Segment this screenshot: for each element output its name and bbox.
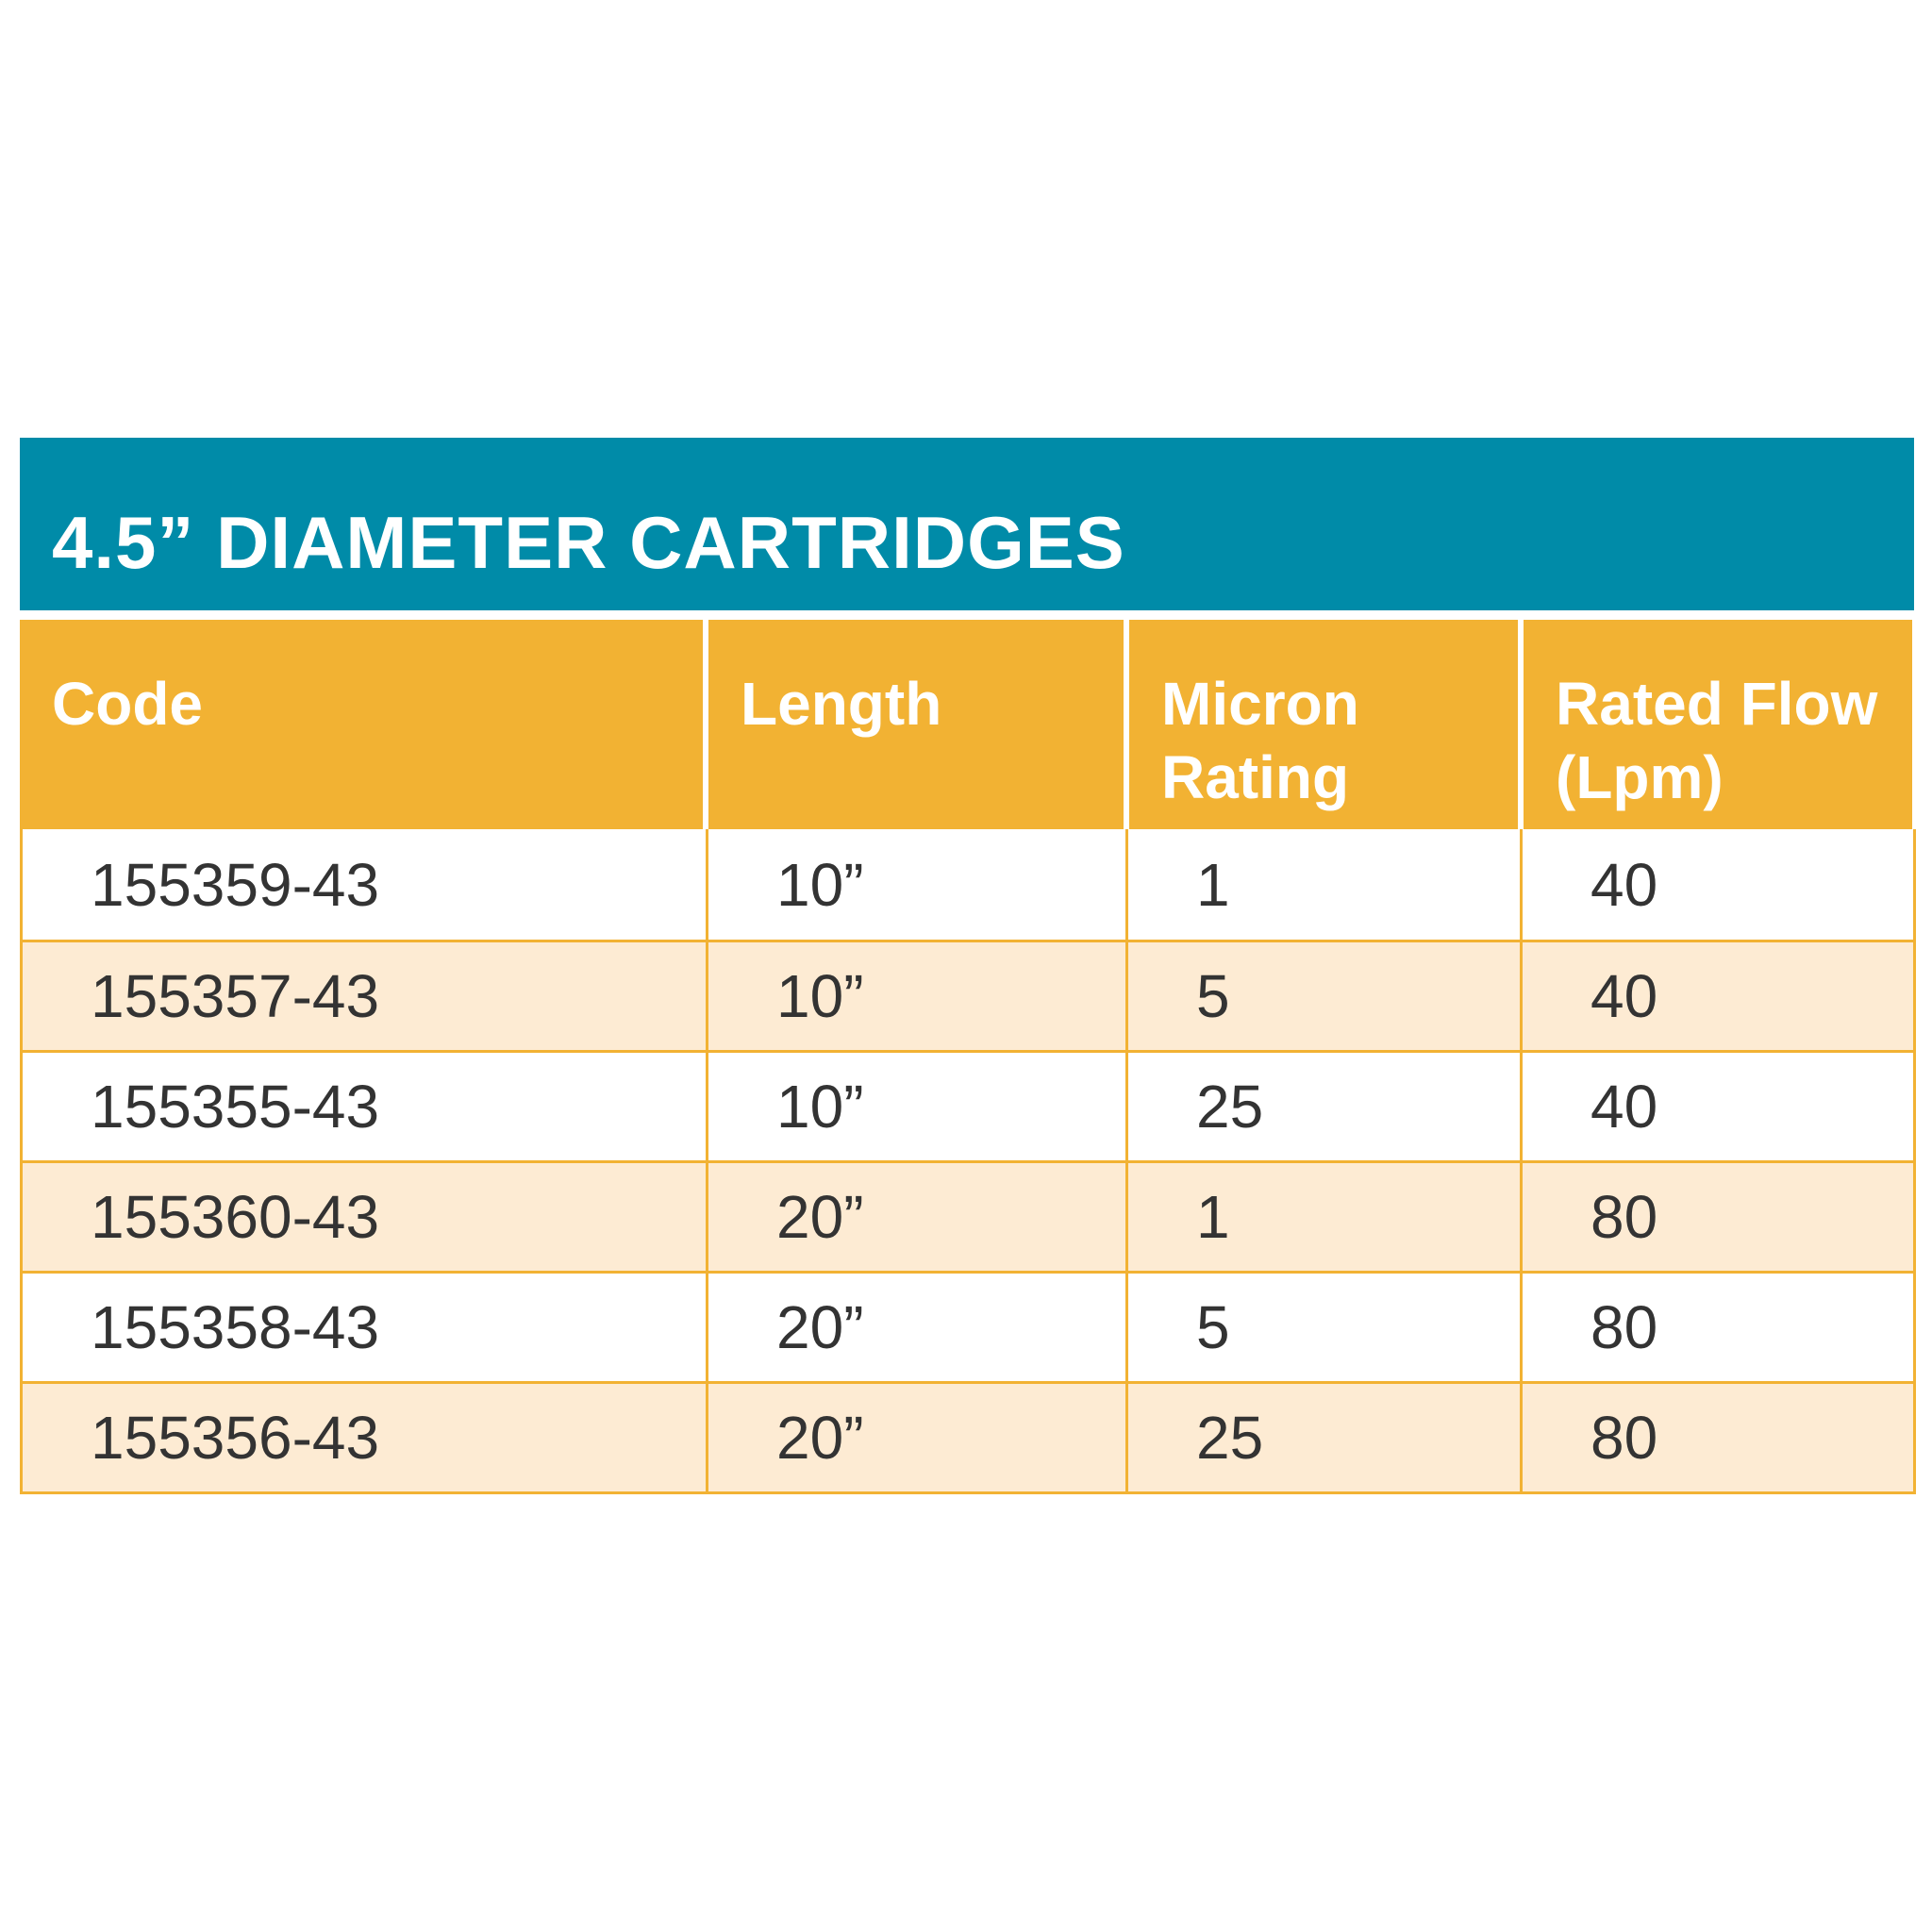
- flow-value: 40: [1591, 850, 1658, 919]
- header-row: [20, 620, 1914, 829]
- length-value: 20”: [776, 1404, 864, 1472]
- cell-length: [706, 942, 1125, 1050]
- cell-code: [23, 1163, 706, 1271]
- table-title: 4.5” DIAMETER CARTRIDGES: [52, 501, 1125, 584]
- cell-code: [23, 1053, 706, 1160]
- code-value: 155360-43: [91, 1183, 380, 1251]
- header-cell-code: [20, 620, 703, 829]
- flow-value: 80: [1591, 1183, 1658, 1251]
- table-row: [23, 829, 1913, 940]
- length-value: 10”: [776, 962, 864, 1030]
- flow-value: 40: [1591, 962, 1658, 1030]
- length-value: 20”: [776, 1183, 864, 1251]
- code-value: 155355-43: [91, 1073, 380, 1141]
- table-row: [23, 1381, 1913, 1491]
- header-label-code: Code: [52, 670, 203, 738]
- cell-length: [706, 1274, 1125, 1381]
- cell-micron: [1125, 1163, 1520, 1271]
- code-value: 155357-43: [91, 962, 380, 1030]
- header-label-micron-rating: Micron Rating: [1161, 670, 1359, 811]
- cell-flow: [1520, 942, 1913, 1050]
- length-value: 20”: [776, 1293, 864, 1361]
- cell-code: [23, 1274, 706, 1381]
- table-row: [23, 940, 1913, 1050]
- header-cell-rated-flow: [1524, 620, 1912, 829]
- cell-flow: [1520, 1163, 1913, 1271]
- header-cell-length: [708, 620, 1124, 829]
- cartridge-spec-table: [20, 438, 1914, 1494]
- cell-length: [706, 1053, 1125, 1160]
- cell-code: [23, 1384, 706, 1491]
- code-value: 155359-43: [91, 850, 380, 919]
- micron-value: 25: [1196, 1404, 1264, 1472]
- cell-micron: [1125, 942, 1520, 1050]
- micron-value: 5: [1196, 962, 1230, 1030]
- cell-micron: [1125, 1053, 1520, 1160]
- header-cell-micron-rating: [1129, 620, 1518, 829]
- cell-flow: [1520, 1384, 1913, 1491]
- cell-micron: [1125, 1384, 1520, 1491]
- length-value: 10”: [776, 850, 864, 919]
- cell-code: [23, 829, 706, 940]
- cell-flow: [1520, 1053, 1913, 1160]
- micron-value: 1: [1196, 1183, 1230, 1251]
- micron-value: 5: [1196, 1293, 1230, 1361]
- cell-length: [706, 1384, 1125, 1491]
- length-value: 10”: [776, 1073, 864, 1141]
- code-value: 155356-43: [91, 1404, 380, 1472]
- cell-micron: [1125, 1274, 1520, 1381]
- header-label-rated-flow: Rated Flow (Lpm): [1556, 670, 1878, 811]
- title-bar: [20, 438, 1914, 610]
- cell-micron: [1125, 829, 1520, 940]
- flow-value: 80: [1591, 1404, 1658, 1472]
- table-row: [23, 1271, 1913, 1381]
- flow-value: 40: [1591, 1073, 1658, 1141]
- code-value: 155358-43: [91, 1293, 380, 1361]
- table-row: [23, 1160, 1913, 1271]
- cell-code: [23, 942, 706, 1050]
- flow-value: 80: [1591, 1293, 1658, 1361]
- micron-value: 25: [1196, 1073, 1264, 1141]
- cell-flow: [1520, 829, 1913, 940]
- cell-length: [706, 1163, 1125, 1271]
- header-label-length: Length: [741, 670, 942, 738]
- table-row: [23, 1050, 1913, 1160]
- cell-length: [706, 829, 1125, 940]
- cell-flow: [1520, 1274, 1913, 1381]
- micron-value: 1: [1196, 850, 1230, 919]
- table-body: [20, 829, 1916, 1494]
